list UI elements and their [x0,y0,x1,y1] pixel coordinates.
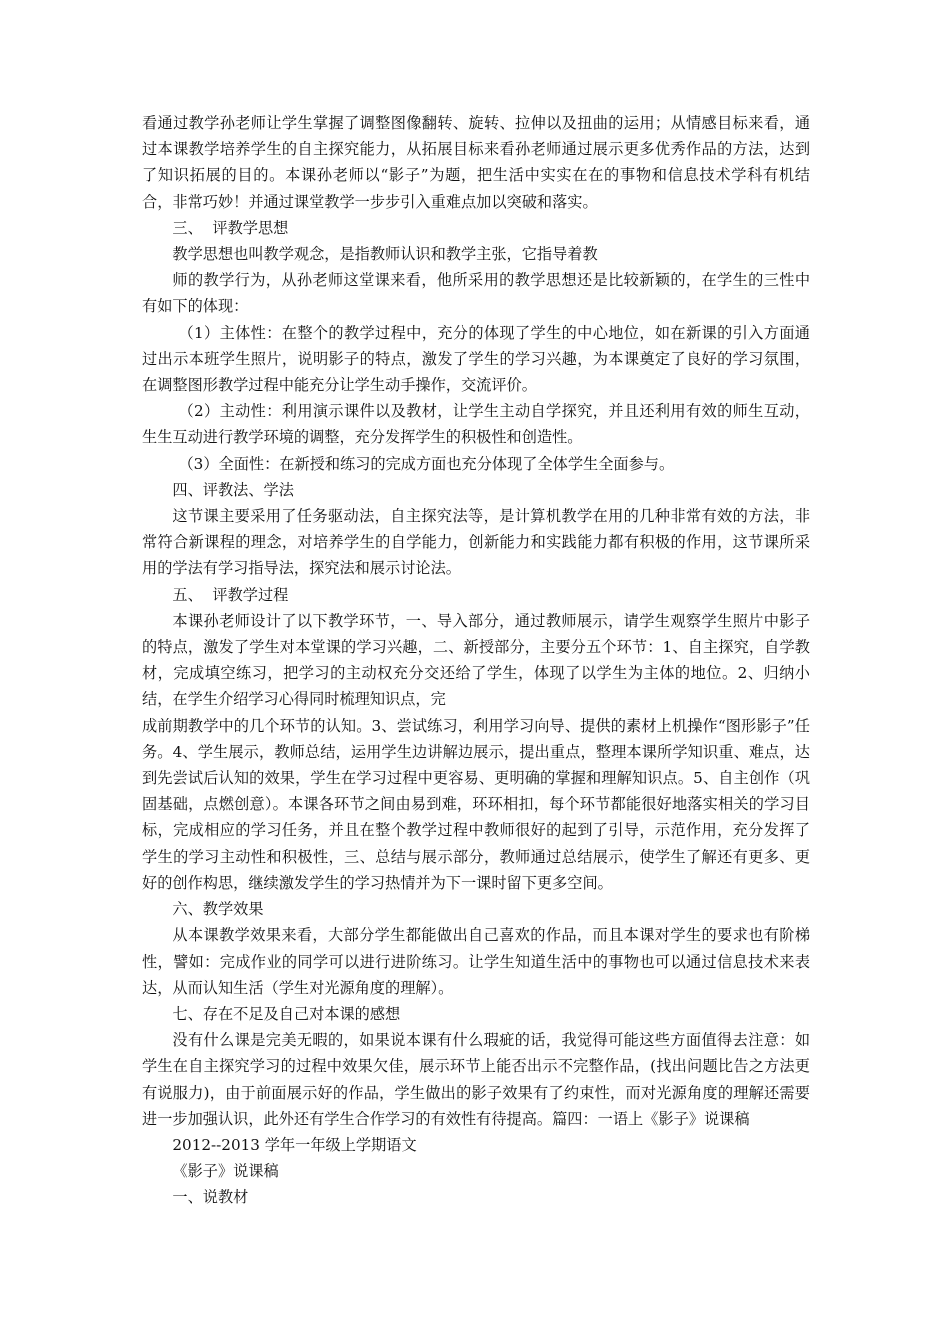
paragraph: 没有什么课是完美无暇的，如果说本课有什么瑕疵的话，我觉得可能这些方面值得去注意：如学生在自主探究学习的过程中效果欠佳，展示环节上能否出示不完整作品，(找出问题比告之方法更有说服力)，由于前面展示好的作品，学生做出的影子效果有了约束性，而对光源角度的理解还需要进一步加强认识，此外还有学生合作学习的有效性有待提高。篇四：一语上《影子》说课稿 [142,1031,810,1128]
section-heading: 六、教学效果 [172,900,264,919]
paragraph: 看通过教学孙老师让学生掌握了调整图像翻转、旋转、拉伸以及扭曲的运用；从情感目标来看，通过本课教学培养学生的自主探究能力，从拓展目标来看孙老师通过展示更多优秀作品的方法，达到了知识拓展的目的。本课孙老师以“影子”为题，把生活中实实在在的事物和信息技术学科有机结合，非常巧妙！并通过课堂教学一步步引入重难点加以突破和落实。 [142,114,810,211]
document-page [142,110,810,1211]
document-title-line: 2012--2013 学年一年级上学期语文 [172,1135,417,1154]
list-item: （3）全面性：在新授和练习的完成方面也充分体现了全体学生全面参与。 [178,454,675,473]
list-item: （1）主体性：在整个的教学过程中，充分的体现了学生的中心地位，如在新课的引入方面通过出示本班学生照片，说明影子的特点，激发了学生的学习兴趣，为本课奠定了良好的学习氛围，在调整图形教学过程中能充分让学生动手操作，交流评价。 [142,323,810,395]
section-heading: 七、存在不足及自己对本课的感想 [172,1004,401,1023]
paragraph: 师的教学行为，从孙老师这堂课来看，他所采用的教学思想还是比较新颖的，在学生的三性中有如下的体现： [142,271,810,316]
paragraph: 这节课主要采用了任务驱动法，自主探究法等，是计算机教学在用的几种非常有效的方法，非常符合新课程的理念，对培养学生的自学能力，创新能力和实践能力都有积极的作用，这节课所采用的学法有学习指导法，探究法和展示讨论法。 [142,507,810,578]
document-title: 《影子》说课稿 [172,1162,279,1181]
section-heading: 四、评教法、学法 [172,480,294,499]
section-heading: 五、 评教学过程 [172,585,289,604]
paragraph: 从本课教学效果来看，大部分学生都能做出自己喜欢的作品，而且本课对学生的要求也有阶梯性，譬如：完成作业的同学可以进行进阶练习。让学生知道生活中的事物也可以通过信息技术来表达，从而认知生活（学生对光源角度的理解）。 [142,926,810,997]
paragraph: 成前期教学中的几个环节的认知。3、尝试练习，利用学习向导、提供的素材上机操作“图形影子”任务。4、学生展示，教师总结，运用学生边讲解边展示，提出重点，整理本课所学知识重、难点，达到先尝试后认知的效果，学生在学习过程中更容易、更明确的掌握和理解知识点。5、自主创作（巩固基础，点燃创意）。本课各环节之间由易到难，环环相扣，每个环节都能很好地落实相关的学习目标，完成相应的学习任务，并且在整个教学过程中教师很好的起到了引导，示范作用，充分发挥了学生的学习主动性和积极性，三、总结与展示部分，教师通过总结展示，使学生了解还有更多、更好的创作构思，继续激发学生的学习热情并为下一课时留下更多空间。 [142,716,810,892]
paragraph: 教学思想也叫教学观念，是指教师认识和教学主张，它指导着教 [172,245,598,264]
section-heading: 一、说教材 [172,1188,249,1207]
section-heading: 三、 评教学思想 [172,218,289,237]
paragraph: 本课孙老师设计了以下教学环节，一、导入部分，通过教师展示，请学生观察学生照片中影子的特点，激发了学生对本堂课的学习兴趣，二、新授部分，主要分五个环节：1、自主探究，自学教材，完成填空练习，把学习的主动权充分交还给了学生，体现了以学生为主体的地位。2、归纳小结，在学生介绍学习心得同时梳理知识点，完 [142,611,810,709]
list-item: （2）主动性：利用演示课件以及教材，让学生主动自学探究，并且还利用有效的师生互动，生生互动进行教学环境的调整，充分发挥学生的积极性和创造性。 [142,402,810,447]
